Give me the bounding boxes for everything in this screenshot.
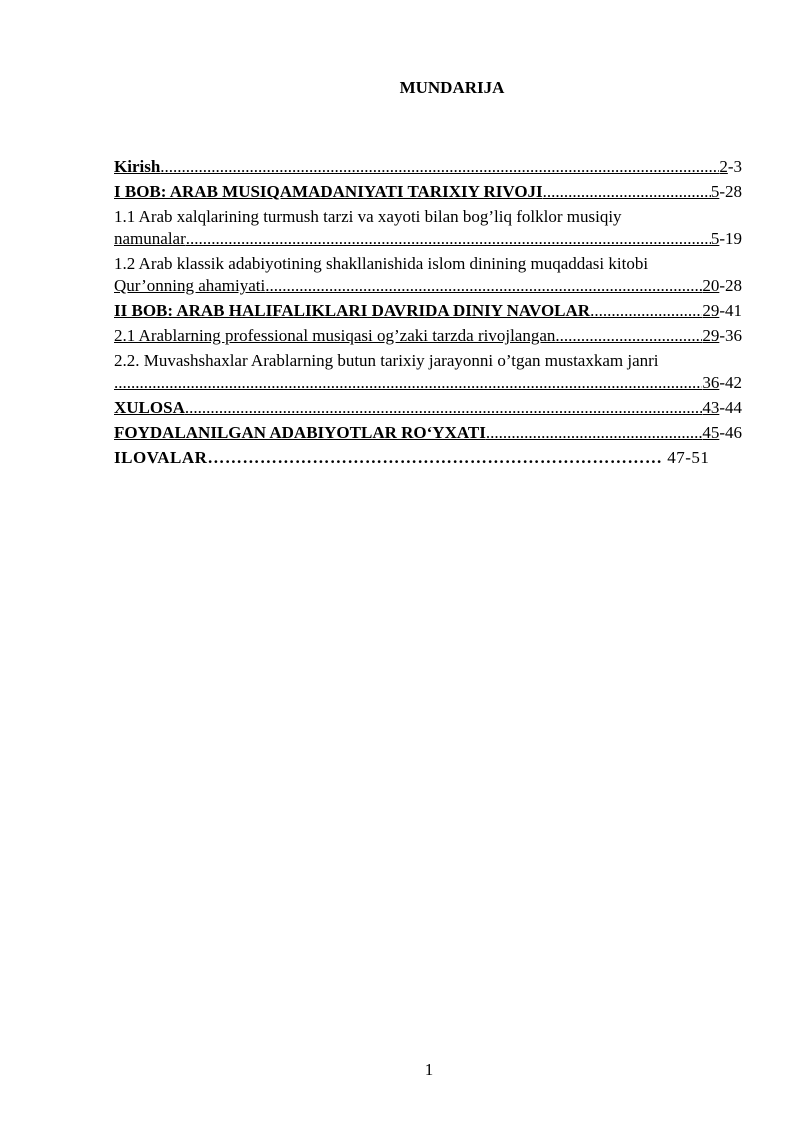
dot-leader bbox=[543, 181, 711, 203]
toc-entry-section-2-1[interactable] bbox=[114, 325, 742, 347]
dot-leader bbox=[555, 325, 702, 347]
toc-entry-label: Qur’onning ahamiyati bbox=[114, 276, 266, 295]
toc-entry-chapter-1[interactable] bbox=[114, 181, 742, 203]
toc-entry-label: I BOB: ARAB MUSIQAMADANIYATI TARIXIY RIVOJI bbox=[114, 182, 543, 201]
toc-entry-chapter-2[interactable] bbox=[114, 300, 742, 322]
toc-page-range: 2-3 bbox=[719, 157, 742, 176]
toc-entry-line1: 1.2 Arab klassik adabiyotining shakllanishida islom dinining muqaddasi kitobi bbox=[114, 254, 649, 273]
dot-leader bbox=[185, 397, 702, 419]
toc-page-range: 29-36 bbox=[702, 326, 742, 345]
table-of-contents bbox=[114, 156, 742, 472]
toc-page-range: 43-44 bbox=[702, 398, 742, 417]
toc-page-range: 5-19 bbox=[710, 229, 742, 248]
toc-entry-section-1-1[interactable] bbox=[114, 206, 742, 250]
toc-entry-appendices[interactable] bbox=[114, 447, 742, 469]
page-title: MUNDARIJA bbox=[399, 78, 505, 97]
dot-leader bbox=[486, 422, 703, 444]
toc-entry-line1: 2.2. Muvashshaxlar Arablarning butun tarixiy jarayonni o’tgan mustaxkam janri bbox=[114, 351, 659, 370]
toc-page-range: 29-41 bbox=[702, 301, 742, 320]
toc-entry-label: ILOVALAR…………………………………………………………………… bbox=[114, 448, 663, 467]
toc-entry-references[interactable] bbox=[114, 422, 742, 444]
dot-leader bbox=[186, 228, 711, 250]
toc-page-range: 47-51 bbox=[667, 448, 710, 467]
dot-leader bbox=[160, 156, 719, 178]
toc-page-range: 45-46 bbox=[702, 423, 742, 442]
toc-page-range: 36-42 bbox=[702, 373, 742, 392]
toc-entry-label: XULOSA bbox=[114, 398, 185, 417]
toc-entry-label: 2.1 Arablarning professional musiqasi og’zaki tarzda rivojlangan bbox=[114, 326, 556, 345]
toc-entry-section-2-2[interactable] bbox=[114, 350, 742, 394]
dot-leader bbox=[590, 300, 702, 322]
toc-entry-label: FOYDALANILGAN ADABIYOTLAR RO‘YXATI bbox=[114, 423, 486, 442]
dot-leader bbox=[114, 372, 702, 394]
toc-entry-xulosa[interactable] bbox=[114, 397, 742, 419]
toc-entry-kirish[interactable] bbox=[114, 156, 742, 178]
toc-entry-line1: 1.1 Arab xalqlarining turmush tarzi va xayoti bilan bog’liq folklor musiqiy bbox=[114, 207, 622, 226]
toc-page-range: 5-28 bbox=[710, 182, 742, 201]
dot-leader bbox=[265, 275, 702, 297]
toc-entry-label: Kirish bbox=[114, 157, 161, 176]
toc-page-range: 20-28 bbox=[702, 276, 742, 295]
toc-entry-section-1-2[interactable] bbox=[114, 253, 742, 297]
toc-entry-label: II BOB: ARAB HALIFALIKLARI DAVRIDA DINIY NAVOLAR bbox=[114, 301, 591, 320]
page-number: 1 bbox=[424, 1060, 434, 1079]
toc-entry-label: namunalar bbox=[114, 229, 186, 248]
